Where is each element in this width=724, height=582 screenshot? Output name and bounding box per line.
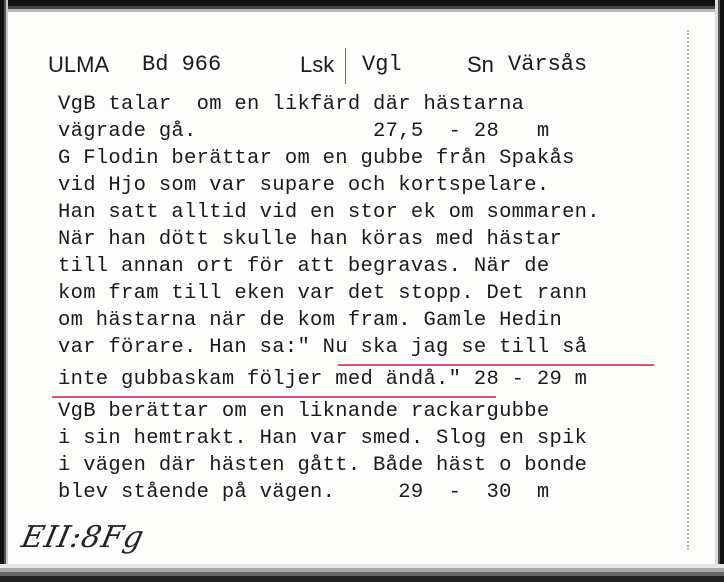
quote-underline-1 [338,364,654,366]
text-line-1: VgB talar om en likfärd där hästarna [58,93,525,116]
header-province: Vgl [362,52,402,77]
header-parish: Värsås [508,52,588,77]
text-line-6: När han dött skulle han köras med hästar [58,228,563,251]
quote-underline-2 [52,396,496,398]
card-right-edge [712,0,724,582]
text-line-12: VgB berättar om en liknande rackargubbe [58,400,550,423]
header-lsk-label: Lsk [300,52,335,77]
text-line-2: vägrade gå. 27,5 - 28 m [58,120,550,143]
card-fold-line [687,30,689,550]
card-top-edge [0,0,724,16]
card-bottom-edge [0,560,724,582]
text-line-10: var förare. Han sa:" Nu ska jag se till så [58,336,588,359]
header-divider-tick [345,48,346,84]
text-line-8: kom fram till eken var det stopp. Det rann [58,282,588,305]
handwritten-classification-code: EII:8Fg [18,520,148,555]
text-line-13: i sin hemtrakt. Han var smed. Slog en spik [58,427,588,450]
header-sn-label: Sn [467,52,494,77]
text-line-15: blev stående på vägen. 29 - 30 m [58,481,550,504]
text-line-4: vid Hjo som var supare och kortspelare. [58,174,550,197]
header-archive: ULMA [48,52,110,77]
header-volume: Bd 966 [142,52,222,77]
text-line-5: Han satt alltid vid en stor ek om sommaren. [58,201,600,224]
card-left-edge [0,0,10,582]
text-line-14: i vägen där hästen gått. Både häst o bonde [58,454,588,477]
text-line-9: om hästarna när de kom fram. Gamle Hedin [58,309,563,332]
text-line-11: inte gubbaskam följer med ändå." 28 - 29 m [58,368,588,391]
text-line-7: till annan ort för att begravas. När de [58,255,550,278]
text-line-3: G Flodin berättar om en gubbe från Spakås [58,147,575,170]
